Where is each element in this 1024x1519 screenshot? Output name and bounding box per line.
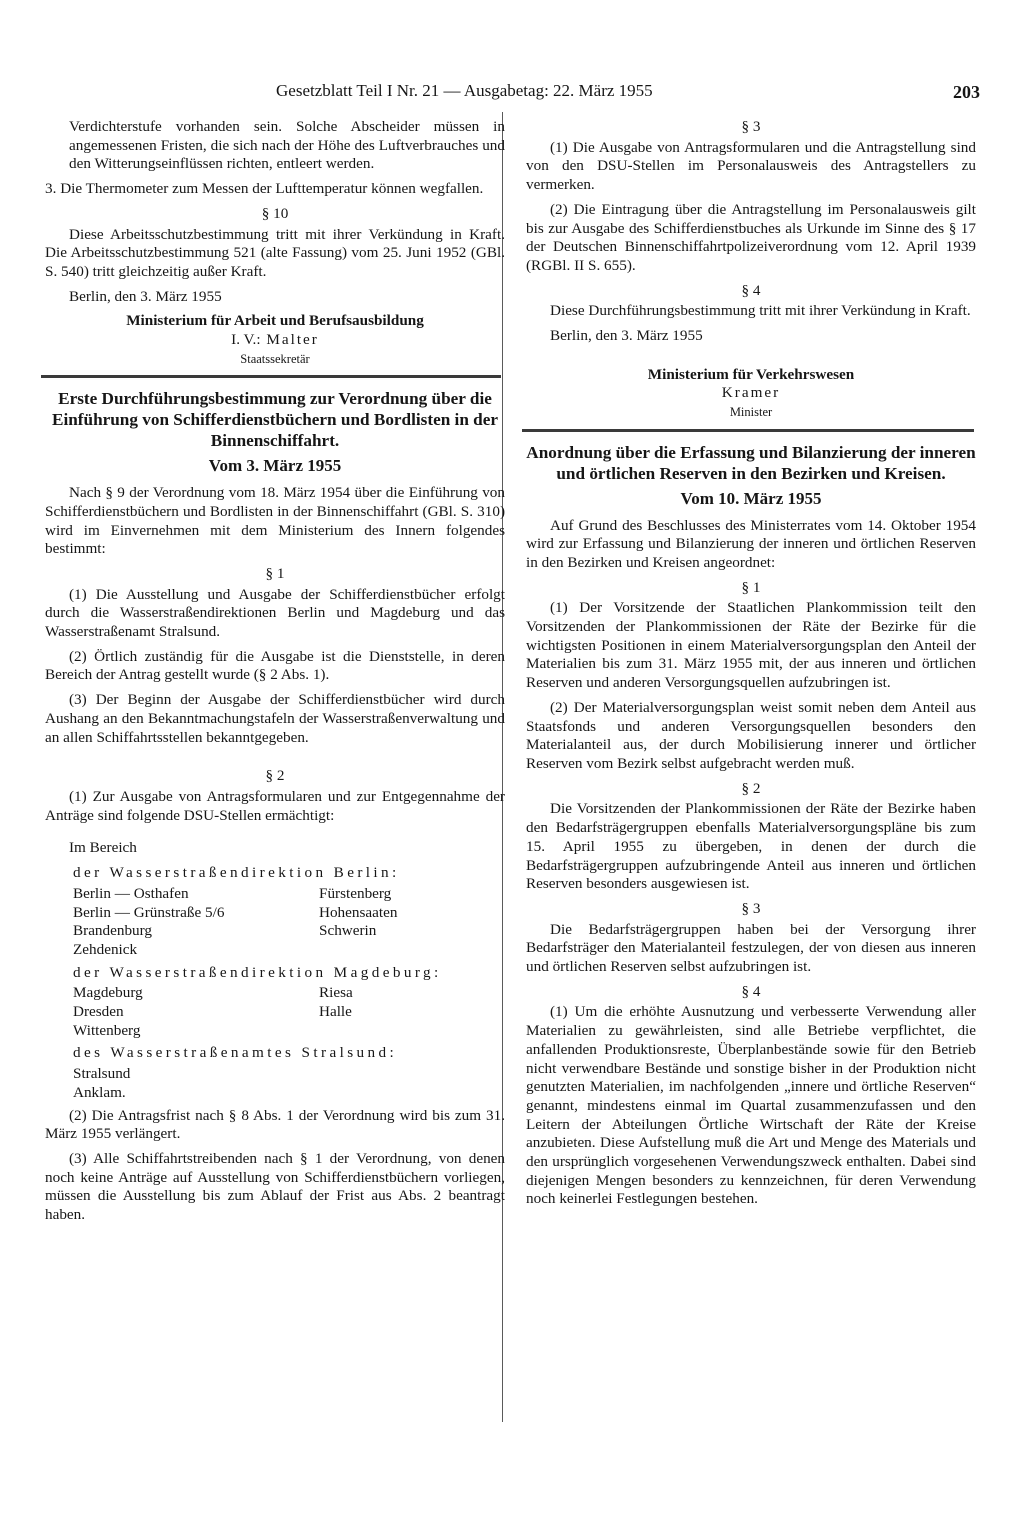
section-2-heading: § 2 bbox=[265, 767, 285, 785]
area-heading-stralsund: des Wasserstraßenamtes Stralsund: bbox=[73, 1044, 398, 1062]
place-name: Brandenburg bbox=[73, 922, 153, 940]
list-item-3: 3. Die Thermometer zum Messen der Lufttemperatur können wegfallen. bbox=[45, 180, 484, 198]
place-list-stralsund bbox=[73, 1065, 505, 1102]
signer-label: I. V.: bbox=[231, 331, 261, 349]
place-name: Zehdenick bbox=[73, 940, 138, 958]
section-1-paragraph: (3) Der Beginn der Ausgabe der Schifferdienstbücher wird durch Aushang an den Bekanntmachungstafeln der Wasserstraßenverwaltung und an allen Schiffahrtsstellen bekanntgegeben. bbox=[45, 691, 505, 746]
place-name: Magdeburg bbox=[73, 984, 143, 1002]
area-heading-berlin: der Wasserstraßendirektion Berlin: bbox=[73, 864, 400, 882]
section-1-paragraph: (2) Örtlich zuständig für die Ausgabe ist die Dienststelle, in deren Bereich der Antrag gestellt wurde (§ 2 Abs. 1). bbox=[45, 647, 505, 684]
preamble-text: Nach § 9 der Verordnung vom 18. März 1954 über die Einführung von Schifferdienstbüchern und Bordlisten in der Binnenschiffahrt (GBl. S. 310) wird im Einvernehmen mit dem Ministerium des Innern folgendes bestimmt: bbox=[45, 484, 505, 558]
section-4-heading: § 4 bbox=[741, 281, 761, 299]
area-heading-magdeburg: der Wasserstraßendirektion Magdeburg: bbox=[73, 963, 442, 981]
section-10-text: Diese Arbeitsschutzbestimmung tritt mit ihrer Verkündung in Kraft. Die Arbeitsschutzbestimmung 521 (alte Fassung) vom 25. Juni 1952 (GBl. S. 540) tritt gleichzeitig außer Kraft. bbox=[45, 225, 505, 280]
section-3-paragraph: (2) Die Eintragung über die Antragstellung im Personalausweis gilt bis zur Ausgabe des Schifferdienstbuches als Urkunde im Sinne des § 17 der Deutschen Binnenschiffahrtpolizeiverordnung vom 12. April 1939 (RGBl. II S. 655). bbox=[526, 200, 976, 274]
place-list-magdeburg bbox=[73, 984, 505, 1040]
place-list-berlin bbox=[73, 885, 505, 960]
section-2-paragraph: (3) Alle Schiffahrtstreibenden nach § 1 der Verordnung, von denen noch keine Anträge auf Ausstellung von Schifferdienstbüchern vorliegen, müssen die Ausstellung bis zum Ablauf der Frist aus Abs. 2 beantragt haben. bbox=[45, 1149, 505, 1224]
order-section-4-text: (1) Um die erhöhte Ausnutzung und verbesserte Verwendung aller Materialien zu gewährleisten, sind alle Betriebe verpflichtet, die anfallenden Produktionsreste, Überplanbestände sowie für den Betrieb nicht verwendbare Bestände und sonstige bisher in der Produktion nicht genutzten Materialien, im nachfolgenden „innere und örtliche Reserven“ genannt, mindestens einmal im Quartal zusammenzufassen und den Leitern der Abteilungen Örtliche Wirtschaft der Räte der Kreise anzubieten. Diese Aufstellung muß die Art und Menge des Materials und den ursprünglich vorgesehenen Verwendungszweck enthalten. Dabei sind diejenigen Mengen besonders zu kennzeichnen, für deren Verwendung noch keinerlei Festlegungen bestehen. bbox=[526, 1003, 976, 1208]
place-date: Berlin, den 3. März 1955 bbox=[69, 287, 222, 305]
section-1-paragraph: (1) Die Ausstellung und Ausgabe der Schifferdienstbücher erfolgt durch die Wasserstraßendirektionen Berlin und Magdeburg und das Wasserstraßenamt Stralsund. bbox=[45, 585, 505, 641]
section-2-paragraph: (2) Die Antragsfrist nach § 8 Abs. 1 der Verordnung wird bis zum 31. März 1955 verlängert. bbox=[45, 1106, 505, 1143]
section-10-heading: § 10 bbox=[261, 204, 289, 222]
order-title: Anordnung über die Erfassung und Bilanzierung der inneren und örtlichen Reserven in den Bezirken und Kreisen. bbox=[526, 442, 976, 483]
area-intro: Im Bereich bbox=[69, 839, 137, 857]
ministry-name: Ministerium für Verkehrswesen bbox=[647, 365, 855, 383]
place-name: Dresden bbox=[73, 1003, 124, 1021]
place-name: Riesa bbox=[319, 984, 353, 1002]
order-section-3-heading: § 3 bbox=[741, 899, 761, 917]
place-name: Anklam. bbox=[73, 1083, 126, 1101]
signature-line bbox=[45, 331, 505, 350]
order-section-1-paragraph: (2) Der Materialversorgungsplan weist somit neben dem Anteil aus Staatsfonds und anderen Versorgungsquellen besonders den Materialanteil aus, der durch Mobilisierung innerer und örtlicher Reserven vom Bezirk selbst aufgebracht werden muß. bbox=[526, 698, 976, 772]
section-1-heading: § 1 bbox=[265, 564, 285, 582]
order-section-2-text: Die Vorsitzenden der Plankommissionen der Räte der Bezirke haben den Bedarfsträgergruppen ebenfalls Materialversorgungspläne bis zum 15. April 1955 zu übergeben, in denen der durch die Bedarfsträgergruppen aufzubringende Anteil aus inneren und örtlichen Reserven besonders ausgewiesen ist. bbox=[526, 800, 976, 893]
signer-name: Kramer bbox=[721, 384, 781, 402]
place-name: Hohensaaten bbox=[319, 903, 398, 921]
section-3-heading: § 3 bbox=[741, 118, 761, 135]
running-head: Gesetzblatt Teil I Nr. 21 — Ausgabetag: 22. März 1955 bbox=[276, 81, 653, 100]
place-name: Schwerin bbox=[319, 922, 377, 940]
section-rule bbox=[41, 375, 501, 378]
place-name: Berlin — Grünstraße 5/6 bbox=[73, 903, 225, 921]
place-name: Berlin — Osthafen bbox=[73, 884, 189, 902]
place-name: Halle bbox=[319, 1003, 352, 1021]
left-column bbox=[45, 118, 505, 1231]
section-3-paragraph: (1) Die Ausgabe von Antragsformularen und die Antragstellung sind von den DSU-Stellen im Personalausweis des Antragstellers zu vermerken. bbox=[526, 138, 976, 194]
section-2-intro: (1) Zur Ausgabe von Antragsformularen und zur Entgegennahme der Anträge sind folgende DSU-Stellen ermächtigt: bbox=[45, 787, 505, 824]
order-section-2-heading: § 2 bbox=[741, 779, 761, 797]
place-name: Fürstenberg bbox=[319, 884, 392, 902]
regulation-date: Vom 3. März 1955 bbox=[208, 456, 342, 476]
regulation-title: Erste Durchführungsbestimmung zur Verordnung über die Einführung von Schifferdienstbüchern und Bordlisten in der Binnenschiffahrt. bbox=[51, 389, 498, 451]
order-date: Vom 10. März 1955 bbox=[680, 488, 822, 508]
ministry-name: Ministerium für Arbeit und Berufsausbildung bbox=[126, 312, 424, 330]
signer-name: Malter bbox=[266, 331, 319, 349]
order-section-1-heading: § 1 bbox=[741, 578, 761, 596]
section-rule bbox=[522, 429, 974, 432]
right-column bbox=[526, 118, 976, 1215]
page-number: 203 bbox=[953, 82, 980, 102]
place-name: Stralsund bbox=[73, 1065, 131, 1083]
place-date: Berlin, den 3. März 1955 bbox=[550, 327, 703, 345]
order-section-3-text: Die Bedarfsträgergruppen haben bei der Versorgung ihrer Bedarfsträger den Materialanteil festzulegen, der von diesen aus inneren und örtlichen Reserven selbst aufzubringen ist. bbox=[526, 920, 976, 976]
place-name: Wittenberg bbox=[73, 1021, 141, 1039]
order-section-1-paragraph: (1) Der Vorsitzende der Staatlichen Plankommission teilt den Vorsitzenden der Plankommissionen der Räte der Bezirke für die wichtigsten Positionen in einem Materialversorgungsplan den Anteil der Materialien bis zum 31. März 1955 mit, der aus inneren und örtlichen Reserven und anderen Versorgungsquellen aufzubringen ist. bbox=[526, 599, 976, 692]
order-section-4-heading: § 4 bbox=[741, 982, 761, 1000]
preamble-text: Auf Grund des Beschlusses des Ministerrates vom 14. Oktober 1954 wird zur Erfassung und Bilanzierung der inneren und örtlichen Reserven in den Bezirken und Kreisen angeordnet: bbox=[526, 516, 976, 571]
signer-role: Staatssekretär bbox=[240, 351, 310, 366]
continuation-text: Verdichterstufe vorhanden sein. Solche Abscheider müssen in angemessenen Fristen, die sich nach der Höhe des Luftverbrauches und den Witterungseinflüssen richten, entleert werden. bbox=[69, 118, 505, 173]
signer-role: Minister bbox=[729, 405, 773, 420]
section-4-text: Diese Durchführungsbestimmung tritt mit ihrer Verkündung in Kraft. bbox=[550, 302, 971, 320]
